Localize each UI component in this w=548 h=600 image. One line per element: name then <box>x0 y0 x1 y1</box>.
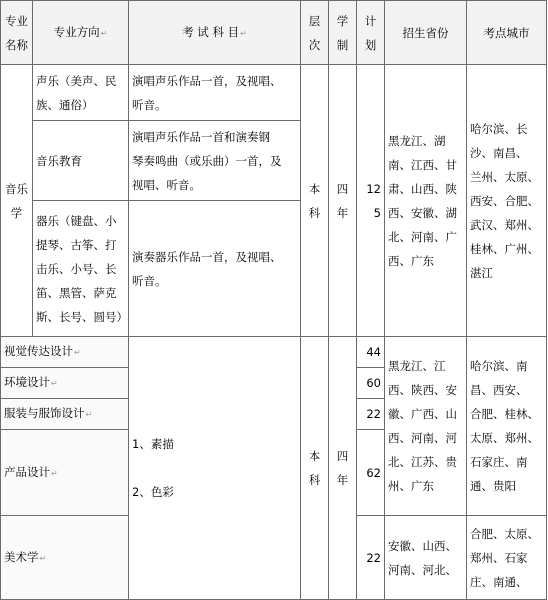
music-direction-vocal: 声乐（美声、民 族、通俗） <box>33 65 129 121</box>
header-duration: 学 制 <box>329 1 357 65</box>
header-direction: 专业方向↵ <box>33 1 129 65</box>
art-plan-fine-arts: 22 <box>357 516 385 600</box>
music-duration: 四 年 <box>329 65 357 337</box>
art-major-fine-arts: 美术学↵ <box>1 516 129 600</box>
art-major-visual: 视觉传达设计↵ <box>1 337 129 368</box>
music-major-name: 音乐 学 <box>1 65 33 337</box>
art-cities-group2: 合肥、太原、 郑州、石家 庄、南通、 <box>467 516 547 600</box>
art-row-visual <box>1 337 547 368</box>
header-row <box>1 1 547 65</box>
art-plan-product: 62 <box>357 430 385 516</box>
header-major-name: 专业 名称 <box>1 1 33 65</box>
art-major-product: 产品设计↵ <box>1 430 129 516</box>
art-plan-fashion: 22 <box>357 399 385 430</box>
music-subjects-education: 演唱声乐作品一首和演奏钢 琴奏鸣曲（或乐曲）一首，及 视唱、听音。 <box>129 121 301 201</box>
header-exam-cities: 考点城市 <box>467 1 547 65</box>
music-level: 本 科 <box>301 65 329 337</box>
art-major-environment: 环境设计↵ <box>1 368 129 399</box>
art-provinces-group2: 安徽、山西、 河南、河北、 <box>385 516 467 600</box>
music-provinces: 黑龙江、湖 南、江西、甘 肃、山西、陕 西、安徽、湖 北、河南、广 西、广东 <box>385 65 467 337</box>
music-direction-education: 音乐教育 <box>33 121 129 201</box>
art-cities-group1: 哈尔滨、南 昌、西安、 合肥、桂林、 太原、郑州、 石家庄、南 通、贵阳 <box>467 337 547 516</box>
music-cities: 哈尔滨、长 沙、南昌、 兰州、太原、 西安、合肥、 武汉、郑州、 桂林、广州、 湛江 <box>467 65 547 337</box>
art-subjects: 1、素描 2、色彩 <box>129 337 301 600</box>
music-plan: 125 <box>357 65 385 337</box>
art-major-fashion: 服装与服饰设计↵ <box>1 399 129 430</box>
header-level: 层 次 <box>301 1 329 65</box>
header-exam-subjects: 考 试 科 目↵ <box>129 1 301 65</box>
music-row-vocal <box>1 65 547 121</box>
art-plan-environment: 60 <box>357 368 385 399</box>
music-subjects-instrument: 演奏器乐作品一首，及视唱、 听音。 <box>129 201 301 337</box>
art-provinces-group1: 黑龙江、江 西、陕西、安 徽、广西、山 西、河南、河 北、江苏、贵 州、广东 <box>385 337 467 516</box>
art-duration: 四 年 <box>329 337 357 600</box>
header-provinces: 招生省份 <box>385 1 467 65</box>
music-subjects-vocal: 演唱声乐作品一首，及视唱、 听音。 <box>129 65 301 121</box>
art-level: 本 科 <box>301 337 329 600</box>
header-plan: 计 划 <box>357 1 385 65</box>
art-plan-visual: 44 <box>357 337 385 368</box>
music-direction-instrument: 器乐（键盘、小 提琴、古筝、打 击乐、小号、长 笛、黑管、萨克 斯、长号、圆号） <box>33 201 129 337</box>
